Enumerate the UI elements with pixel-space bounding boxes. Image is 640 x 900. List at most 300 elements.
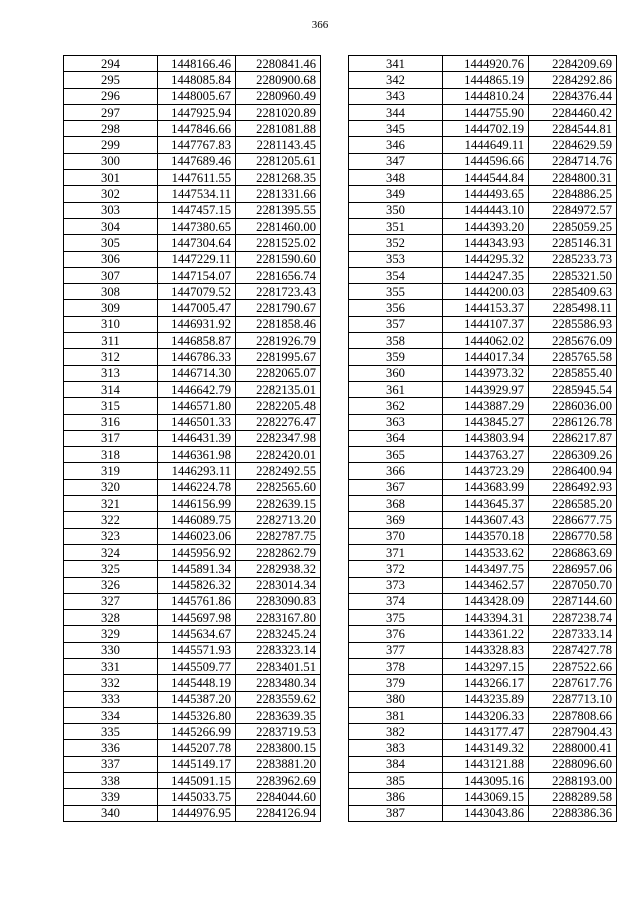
point-number-cell: 371 [349,544,443,560]
table-row [64,218,321,234]
point-number-cell: 311 [64,333,158,349]
y-coordinate-cell: 2285233.73 [529,251,617,267]
x-coordinate-cell: 1448166.46 [158,56,236,72]
y-coordinate-cell: 2282787.75 [236,528,321,544]
point-number-cell: 308 [64,284,158,300]
table-row [64,658,321,674]
x-coordinate-cell: 1445634.67 [158,626,236,642]
y-coordinate-cell: 2287522.66 [529,658,617,674]
point-number-cell: 350 [349,202,443,218]
point-number-cell: 348 [349,170,443,186]
table-row [349,284,617,300]
point-number-cell: 309 [64,300,158,316]
point-number-cell: 312 [64,349,158,365]
table-row [349,333,617,349]
point-number-cell: 313 [64,365,158,381]
point-number-cell: 357 [349,316,443,332]
y-coordinate-cell: 2284376.44 [529,88,617,104]
point-number-cell: 296 [64,88,158,104]
y-coordinate-cell: 2283962.69 [236,773,321,789]
table-row [349,512,617,528]
table-row [349,577,617,593]
point-number-cell: 352 [349,235,443,251]
table-row [349,104,617,120]
y-coordinate-cell: 2281205.61 [236,153,321,169]
table-row [349,691,617,707]
table-row [349,137,617,153]
y-coordinate-cell: 2287617.76 [529,675,617,691]
x-coordinate-cell: 1445091.15 [158,773,236,789]
table-row [64,72,321,88]
point-number-cell: 301 [64,170,158,186]
point-number-cell: 331 [64,658,158,674]
x-coordinate-cell: 1444393.20 [443,218,529,234]
y-coordinate-cell: 2287808.66 [529,707,617,723]
table-row [64,707,321,723]
y-coordinate-cell: 2280900.68 [236,72,321,88]
table-row [64,805,321,821]
x-coordinate-cell: 1444649.11 [443,137,529,153]
table-row [349,121,617,137]
y-coordinate-cell: 2287333.14 [529,626,617,642]
point-number-cell: 382 [349,724,443,740]
table-row [64,414,321,430]
table-row [349,365,617,381]
table-row [349,496,617,512]
x-coordinate-cell: 1445387.20 [158,691,236,707]
y-coordinate-cell: 2284292.86 [529,72,617,88]
table-row [349,430,617,446]
y-coordinate-cell: 2288289.58 [529,789,617,805]
table-row [64,88,321,104]
y-coordinate-cell: 2282205.48 [236,398,321,414]
table-row [64,447,321,463]
point-number-cell: 384 [349,756,443,772]
table-row [349,202,617,218]
x-coordinate-cell: 1443266.17 [443,675,529,691]
y-coordinate-cell: 2284886.25 [529,186,617,202]
x-coordinate-cell: 1444544.84 [443,170,529,186]
point-number-cell: 329 [64,626,158,642]
point-number-cell: 317 [64,430,158,446]
point-number-cell: 387 [349,805,443,821]
point-number-cell: 386 [349,789,443,805]
x-coordinate-cell: 1447154.07 [158,267,236,283]
x-coordinate-cell: 1446156.99 [158,496,236,512]
y-coordinate-cell: 2287050.70 [529,577,617,593]
x-coordinate-cell: 1444920.76 [443,56,529,72]
point-number-cell: 333 [64,691,158,707]
table-row [64,773,321,789]
table-row [349,479,617,495]
table-row [64,333,321,349]
table-row [349,251,617,267]
y-coordinate-cell: 2281143.45 [236,137,321,153]
y-coordinate-cell: 2281926.79 [236,333,321,349]
table-row [349,626,617,642]
x-coordinate-cell: 1443206.33 [443,707,529,723]
page-number: 366 [311,19,329,31]
table-row [349,642,617,658]
y-coordinate-cell: 2282639.15 [236,496,321,512]
y-coordinate-cell: 2281790.67 [236,300,321,316]
point-number-cell: 377 [349,642,443,658]
table-row [64,153,321,169]
table-row [64,528,321,544]
y-coordinate-cell: 2282862.79 [236,544,321,560]
table-row [64,284,321,300]
table-row [349,544,617,560]
x-coordinate-cell: 1443462.57 [443,577,529,593]
point-number-cell: 323 [64,528,158,544]
point-number-cell: 367 [349,479,443,495]
x-coordinate-cell: 1444107.37 [443,316,529,332]
table-row [349,235,617,251]
table-row [64,626,321,642]
table-row [64,121,321,137]
x-coordinate-cell: 1444976.95 [158,805,236,821]
x-coordinate-cell: 1447457.15 [158,202,236,218]
y-coordinate-cell: 2282492.55 [236,463,321,479]
x-coordinate-cell: 1447304.64 [158,235,236,251]
x-coordinate-cell: 1443497.75 [443,561,529,577]
point-number-cell: 328 [64,610,158,626]
point-number-cell: 353 [349,251,443,267]
x-coordinate-cell: 1445697.98 [158,610,236,626]
point-number-cell: 346 [349,137,443,153]
table-row [64,610,321,626]
x-coordinate-cell: 1444153.37 [443,300,529,316]
point-number-cell: 360 [349,365,443,381]
x-coordinate-cell: 1443328.83 [443,642,529,658]
x-coordinate-cell: 1446786.33 [158,349,236,365]
y-coordinate-cell: 2284126.94 [236,805,321,821]
table-row [349,267,617,283]
y-coordinate-cell: 2285059.25 [529,218,617,234]
y-coordinate-cell: 2286585.20 [529,496,617,512]
point-number-cell: 307 [64,267,158,283]
x-coordinate-cell: 1448085.84 [158,72,236,88]
y-coordinate-cell: 2286309.26 [529,447,617,463]
y-coordinate-cell: 2288000.41 [529,740,617,756]
y-coordinate-cell: 2283881.20 [236,756,321,772]
y-coordinate-cell: 2284800.31 [529,170,617,186]
table-row [349,740,617,756]
table-row [64,137,321,153]
point-number-cell: 363 [349,414,443,430]
x-coordinate-cell: 1443361.22 [443,626,529,642]
y-coordinate-cell: 2285146.31 [529,235,617,251]
y-coordinate-cell: 2285586.93 [529,316,617,332]
x-coordinate-cell: 1446931.92 [158,316,236,332]
y-coordinate-cell: 2283480.34 [236,675,321,691]
table-row [349,756,617,772]
table-row [349,398,617,414]
x-coordinate-cell: 1445956.92 [158,544,236,560]
x-coordinate-cell: 1445266.99 [158,724,236,740]
x-coordinate-cell: 1445033.75 [158,789,236,805]
table-row [64,724,321,740]
y-coordinate-cell: 2282565.60 [236,479,321,495]
x-coordinate-cell: 1447534.11 [158,186,236,202]
x-coordinate-cell: 1443929.97 [443,381,529,397]
x-coordinate-cell: 1444247.35 [443,267,529,283]
x-coordinate-cell: 1447079.52 [158,284,236,300]
x-coordinate-cell: 1443683.99 [443,479,529,495]
y-coordinate-cell: 2281590.60 [236,251,321,267]
x-coordinate-cell: 1447005.47 [158,300,236,316]
table-row [64,561,321,577]
y-coordinate-cell: 2281395.55 [236,202,321,218]
point-number-cell: 376 [349,626,443,642]
point-number-cell: 326 [64,577,158,593]
point-number-cell: 369 [349,512,443,528]
x-coordinate-cell: 1443723.29 [443,463,529,479]
x-coordinate-cell: 1444596.66 [443,153,529,169]
x-coordinate-cell: 1444062.02 [443,333,529,349]
y-coordinate-cell: 2288096.60 [529,756,617,772]
y-coordinate-cell: 2286863.69 [529,544,617,560]
y-coordinate-cell: 2287904.43 [529,724,617,740]
table-row [349,186,617,202]
point-number-cell: 299 [64,137,158,153]
y-coordinate-cell: 2280841.46 [236,56,321,72]
point-number-cell: 349 [349,186,443,202]
y-coordinate-cell: 2282938.32 [236,561,321,577]
point-number-cell: 334 [64,707,158,723]
y-coordinate-cell: 2283245.24 [236,626,321,642]
point-number-cell: 339 [64,789,158,805]
y-coordinate-cell: 2284629.59 [529,137,617,153]
y-coordinate-cell: 2286957.06 [529,561,617,577]
table-row [64,56,321,72]
point-number-cell: 373 [349,577,443,593]
point-number-cell: 306 [64,251,158,267]
table-row [349,300,617,316]
x-coordinate-cell: 1443149.32 [443,740,529,756]
x-coordinate-cell: 1445826.32 [158,577,236,593]
y-coordinate-cell: 2284209.69 [529,56,617,72]
y-coordinate-cell: 2285321.50 [529,267,617,283]
table-row [64,316,321,332]
point-number-cell: 319 [64,463,158,479]
point-number-cell: 366 [349,463,443,479]
table-row [64,675,321,691]
x-coordinate-cell: 1446089.75 [158,512,236,528]
table-row [349,447,617,463]
table-row [349,72,617,88]
x-coordinate-cell: 1447846.66 [158,121,236,137]
y-coordinate-cell: 2284544.81 [529,121,617,137]
x-coordinate-cell: 1443607.43 [443,512,529,528]
table-row [349,789,617,805]
point-number-cell: 322 [64,512,158,528]
table-row [64,202,321,218]
point-number-cell: 340 [64,805,158,821]
point-number-cell: 324 [64,544,158,560]
y-coordinate-cell: 2283167.80 [236,610,321,626]
point-number-cell: 368 [349,496,443,512]
table-row [64,186,321,202]
y-coordinate-cell: 2281656.74 [236,267,321,283]
x-coordinate-cell: 1447689.46 [158,153,236,169]
x-coordinate-cell: 1446642.79 [158,381,236,397]
y-coordinate-cell: 2288193.00 [529,773,617,789]
table-row [64,642,321,658]
y-coordinate-cell: 2283401.51 [236,658,321,674]
y-coordinate-cell: 2283639.35 [236,707,321,723]
y-coordinate-cell: 2283323.14 [236,642,321,658]
point-number-cell: 300 [64,153,158,169]
point-number-cell: 315 [64,398,158,414]
point-number-cell: 330 [64,642,158,658]
x-coordinate-cell: 1443069.15 [443,789,529,805]
table-row [349,463,617,479]
x-coordinate-cell: 1444702.19 [443,121,529,137]
point-number-cell: 347 [349,153,443,169]
x-coordinate-cell: 1443095.16 [443,773,529,789]
y-coordinate-cell: 2281331.66 [236,186,321,202]
point-number-cell: 316 [64,414,158,430]
x-coordinate-cell: 1444755.90 [443,104,529,120]
point-number-cell: 318 [64,447,158,463]
point-number-cell: 383 [349,740,443,756]
point-number-cell: 354 [349,267,443,283]
x-coordinate-cell: 1447380.65 [158,218,236,234]
point-number-cell: 305 [64,235,158,251]
table-row [64,740,321,756]
x-coordinate-cell: 1443845.27 [443,414,529,430]
table-row [64,300,321,316]
point-number-cell: 332 [64,675,158,691]
point-number-cell: 294 [64,56,158,72]
x-coordinate-cell: 1444443.10 [443,202,529,218]
y-coordinate-cell: 2286217.87 [529,430,617,446]
y-coordinate-cell: 2282347.98 [236,430,321,446]
y-coordinate-cell: 2283719.53 [236,724,321,740]
x-coordinate-cell: 1443043.86 [443,805,529,821]
table-row [64,267,321,283]
point-number-cell: 372 [349,561,443,577]
y-coordinate-cell: 2286036.00 [529,398,617,414]
point-number-cell: 361 [349,381,443,397]
table-row [64,430,321,446]
point-number-cell: 320 [64,479,158,495]
y-coordinate-cell: 2280960.49 [236,88,321,104]
y-coordinate-cell: 2285676.09 [529,333,617,349]
x-coordinate-cell: 1443570.18 [443,528,529,544]
table-row [349,724,617,740]
x-coordinate-cell: 1446361.98 [158,447,236,463]
x-coordinate-cell: 1444493.65 [443,186,529,202]
x-coordinate-cell: 1446501.33 [158,414,236,430]
x-coordinate-cell: 1443297.15 [443,658,529,674]
point-number-cell: 345 [349,121,443,137]
y-coordinate-cell: 2283014.34 [236,577,321,593]
x-coordinate-cell: 1443394.31 [443,610,529,626]
table-row [349,675,617,691]
point-number-cell: 337 [64,756,158,772]
x-coordinate-cell: 1443428.09 [443,593,529,609]
y-coordinate-cell: 2281020.89 [236,104,321,120]
x-coordinate-cell: 1445448.19 [158,675,236,691]
x-coordinate-cell: 1444200.03 [443,284,529,300]
x-coordinate-cell: 1444865.19 [443,72,529,88]
x-coordinate-cell: 1445761.86 [158,593,236,609]
point-number-cell: 344 [349,104,443,120]
table-row [349,218,617,234]
table-row [349,349,617,365]
y-coordinate-cell: 2286400.94 [529,463,617,479]
y-coordinate-cell: 2288386.36 [529,805,617,821]
x-coordinate-cell: 1443973.32 [443,365,529,381]
y-coordinate-cell: 2282065.07 [236,365,321,381]
table-row [64,365,321,381]
y-coordinate-cell: 2287238.74 [529,610,617,626]
y-coordinate-cell: 2282276.47 [236,414,321,430]
point-number-cell: 327 [64,593,158,609]
y-coordinate-cell: 2281081.88 [236,121,321,137]
y-coordinate-cell: 2284044.60 [236,789,321,805]
point-number-cell: 336 [64,740,158,756]
point-number-cell: 358 [349,333,443,349]
point-number-cell: 362 [349,398,443,414]
x-coordinate-cell: 1444295.32 [443,251,529,267]
table-row [64,104,321,120]
table-row [64,593,321,609]
point-number-cell: 379 [349,675,443,691]
table-row [349,316,617,332]
point-number-cell: 342 [349,72,443,88]
y-coordinate-cell: 2284714.76 [529,153,617,169]
point-number-cell: 343 [349,88,443,104]
point-number-cell: 310 [64,316,158,332]
point-number-cell: 359 [349,349,443,365]
y-coordinate-cell: 2287713.10 [529,691,617,707]
table-row [349,56,617,72]
point-number-cell: 370 [349,528,443,544]
table-row [64,251,321,267]
point-number-cell: 378 [349,658,443,674]
point-number-cell: 365 [349,447,443,463]
x-coordinate-cell: 1444343.93 [443,235,529,251]
table-row [64,789,321,805]
table-row [349,805,617,821]
point-number-cell: 297 [64,104,158,120]
y-coordinate-cell: 2284972.57 [529,202,617,218]
x-coordinate-cell: 1443235.89 [443,691,529,707]
x-coordinate-cell: 1443803.94 [443,430,529,446]
table-row [349,528,617,544]
table-row [64,577,321,593]
y-coordinate-cell: 2282135.01 [236,381,321,397]
table-row [64,691,321,707]
point-number-cell: 304 [64,218,158,234]
x-coordinate-cell: 1445149.17 [158,756,236,772]
x-coordinate-cell: 1447229.11 [158,251,236,267]
y-coordinate-cell: 2283090.83 [236,593,321,609]
x-coordinate-cell: 1444810.24 [443,88,529,104]
y-coordinate-cell: 2282713.20 [236,512,321,528]
x-coordinate-cell: 1445891.34 [158,561,236,577]
point-number-cell: 374 [349,593,443,609]
table-row [349,658,617,674]
table-row [349,170,617,186]
y-coordinate-cell: 2281460.00 [236,218,321,234]
point-number-cell: 298 [64,121,158,137]
table-row [64,170,321,186]
y-coordinate-cell: 2285498.11 [529,300,617,316]
